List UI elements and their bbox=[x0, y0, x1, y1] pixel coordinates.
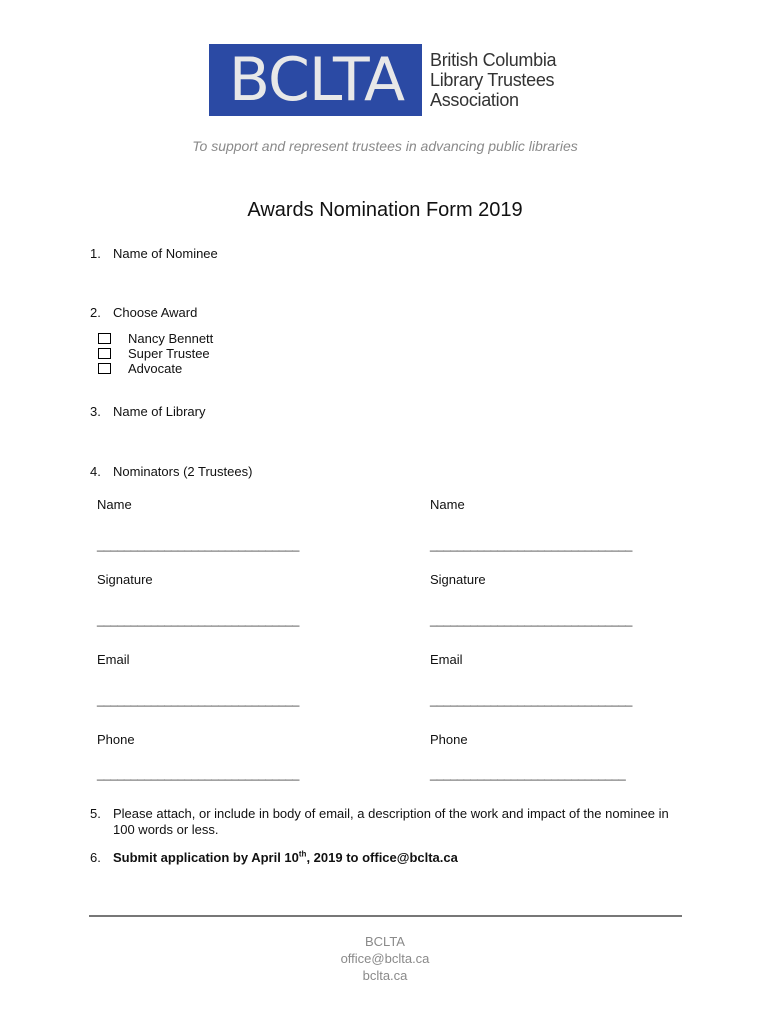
nominator1-email-line[interactable]: ______________________________ bbox=[97, 692, 299, 707]
question-nominee-name bbox=[90, 246, 218, 261]
tagline: To support and represent trustees in advancing public libraries bbox=[192, 138, 578, 154]
award-checkbox-list bbox=[98, 331, 213, 376]
question-number: 6. bbox=[90, 850, 101, 866]
logo-org-name bbox=[430, 50, 556, 110]
nominator1-phone-line[interactable]: ______________________________ bbox=[97, 766, 299, 781]
nominator2-signature-label: Signature bbox=[430, 572, 486, 587]
question-library-name bbox=[90, 404, 205, 419]
footer-website-link[interactable]: bclta.ca bbox=[362, 968, 408, 983]
award-option-label: Nancy Bennett bbox=[128, 331, 214, 346]
nominator1-email-label: Email bbox=[97, 652, 130, 667]
bclta-logo bbox=[209, 44, 556, 116]
question-text: Please attach, or include in body of email, a description of the work and impact of the nominee in 100 words or less. bbox=[113, 806, 669, 837]
nominator1-name-line[interactable]: ______________________________ bbox=[97, 537, 299, 552]
footer bbox=[0, 933, 770, 984]
question-number: 3. bbox=[90, 404, 101, 419]
footer-org: BCLTA bbox=[365, 934, 405, 949]
question-nominators bbox=[90, 464, 252, 479]
question-label: Name of Nominee bbox=[113, 246, 218, 261]
award-option-super-trustee[interactable] bbox=[98, 346, 213, 361]
question-description bbox=[90, 806, 690, 838]
nominator2-name-label: Name bbox=[430, 497, 465, 512]
question-label: Choose Award bbox=[113, 305, 198, 320]
nominator2-phone-line[interactable]: _____________________________ bbox=[430, 766, 626, 781]
question-number: 2. bbox=[90, 305, 101, 320]
checkbox[interactable] bbox=[98, 333, 111, 344]
submission-instruction bbox=[90, 850, 458, 865]
award-option-label: Super Trustee bbox=[128, 346, 210, 361]
nominator2-email-line[interactable]: ______________________________ bbox=[430, 692, 632, 707]
award-option-label: Advocate bbox=[128, 361, 183, 376]
question-label: Nominators (2 Trustees) bbox=[113, 464, 253, 479]
footer-divider bbox=[89, 915, 682, 917]
submission-text: Submit application by April 10th, 2019 to office@bclta.ca bbox=[113, 850, 458, 866]
question-number: 1. bbox=[90, 246, 101, 261]
question-choose-award bbox=[90, 305, 197, 320]
nominator2-name-line[interactable]: ______________________________ bbox=[430, 537, 632, 552]
question-label: Name of Library bbox=[113, 404, 206, 419]
logo-abbr: BCLTA bbox=[209, 44, 422, 116]
logo-name-line: Library Trustees bbox=[430, 70, 555, 90]
checkbox[interactable] bbox=[98, 363, 111, 374]
logo-name-line: British Columbia bbox=[430, 50, 557, 70]
question-number: 5. bbox=[90, 806, 101, 821]
page-title: Awards Nomination Form 2019 bbox=[247, 199, 523, 221]
nominator2-phone-label: Phone bbox=[430, 732, 468, 747]
nominator1-name-label: Name bbox=[97, 497, 132, 512]
question-number: 4. bbox=[90, 464, 101, 479]
nominator1-phone-label: Phone bbox=[97, 732, 135, 747]
logo-name-line: Association bbox=[430, 90, 519, 110]
nominator2-email-label: Email bbox=[430, 652, 463, 667]
footer-email-link[interactable]: office@bclta.ca bbox=[340, 951, 430, 966]
award-option-advocate[interactable] bbox=[98, 361, 213, 376]
checkbox[interactable] bbox=[98, 348, 111, 359]
award-option-nancy-bennett[interactable] bbox=[98, 331, 213, 346]
nominator2-signature-line[interactable]: ______________________________ bbox=[430, 612, 632, 627]
nominator1-signature-line[interactable]: ______________________________ bbox=[97, 612, 299, 627]
nominator1-signature-label: Signature bbox=[97, 572, 153, 587]
